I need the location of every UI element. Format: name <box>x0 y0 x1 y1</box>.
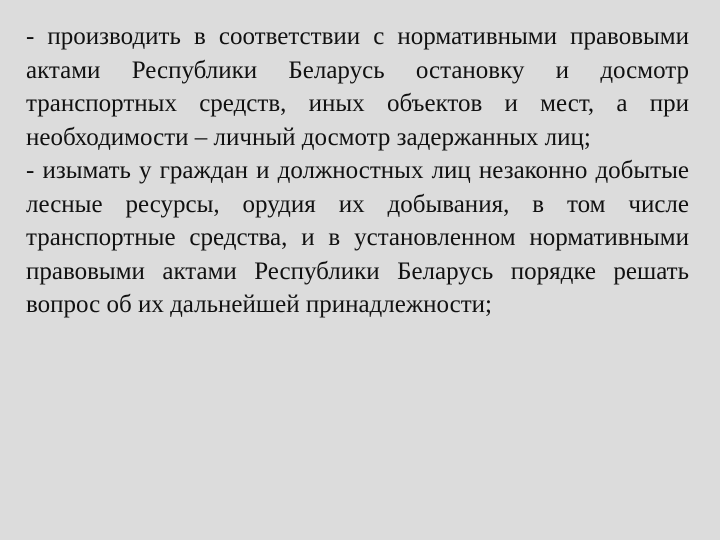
paragraph-stop-and-search: - производить в соответствии с нормативными правовыми актами Республики Беларусь остановку и досмотр транспортных средств, иных объектов и мест, а при необходимости – личный досмотр задержанных лиц; <box>26 23 689 151</box>
body-text <box>26 20 689 322</box>
paragraph-confiscation: - изымать у граждан и должностных лиц незаконно добытые лесные ресурсы, орудия их добывания, в том числе транспортные средства, и в установленном нормативными правовыми актами Республики Беларусь порядке решать вопрос об их дальнейшей принадлежности; <box>26 157 689 318</box>
